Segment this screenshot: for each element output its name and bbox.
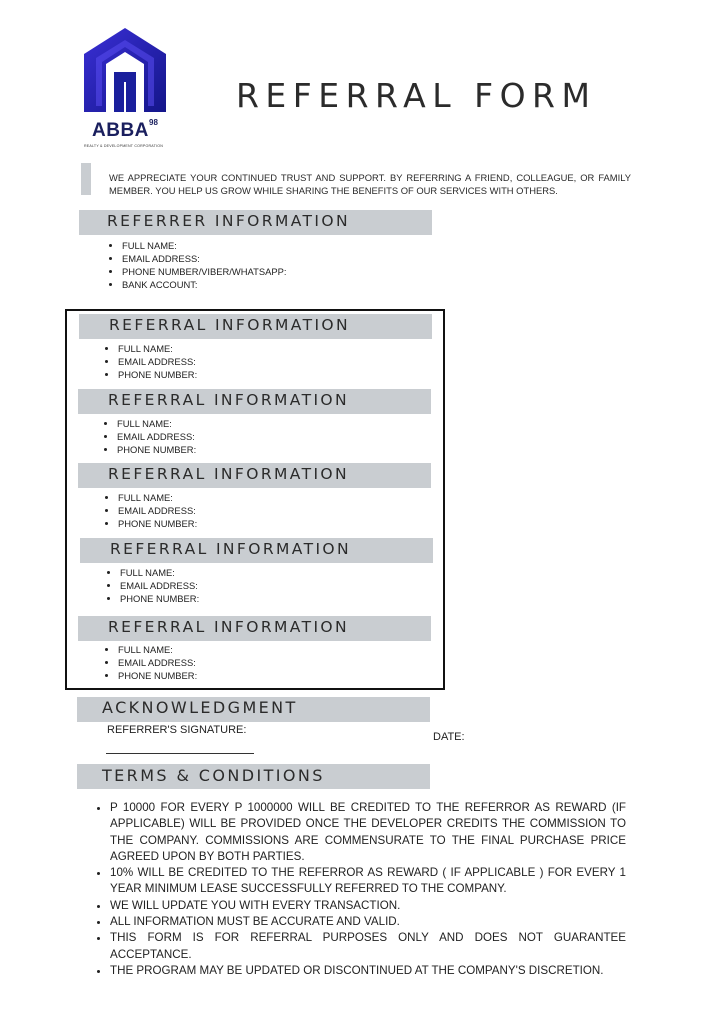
referral-5-phone[interactable]: • PHONE NUMBER:	[118, 669, 197, 682]
referral-2-fields	[103, 417, 196, 456]
page-title: REFERRAL FORM	[236, 76, 597, 115]
referrer-field-bank-account[interactable]: • BANK ACCOUNT:	[122, 278, 286, 291]
referral-2-email[interactable]: • EMAIL ADDRESS:	[117, 430, 196, 443]
referral-5-heading: REFERRAL INFORMATION	[108, 618, 350, 636]
terms-heading: TERMS & CONDITIONS	[102, 766, 325, 785]
intro-text: WE APPRECIATE YOUR CONTINUED TRUST AND SUPPORT. BY REFERRING A FRIEND, COLLEAGUE, OR FAMILY MEMBER. YOU HELP US GROW WHILE SHARING THE BENEFITS OF OUR SERVICES WITH OTHERS.	[109, 172, 631, 196]
referral-3-heading: REFERRAL INFORMATION	[108, 465, 350, 483]
intro-accent-bar	[81, 163, 91, 195]
referral-4-fields	[106, 566, 199, 605]
signature-line[interactable]	[106, 753, 254, 754]
referral-4-heading: REFERRAL INFORMATION	[110, 540, 352, 558]
referral-5-email[interactable]: • EMAIL ADDRESS:	[118, 656, 197, 669]
referrer-field-phone[interactable]: • PHONE NUMBER/VIBER/WHATSAPP:	[122, 265, 286, 278]
referral-4-phone[interactable]: • PHONE NUMBER:	[120, 592, 199, 605]
referral-5-fields	[104, 643, 197, 682]
referral-3-fields	[104, 491, 197, 530]
logo-name: ABBA	[92, 120, 149, 141]
company-logo	[80, 26, 170, 154]
terms-item: • WE WILL UPDATE YOU WITH EVERY TRANSACTION.	[110, 898, 626, 914]
referral-4-email[interactable]: • EMAIL ADDRESS:	[120, 579, 199, 592]
referral-5-full-name[interactable]: • FULL NAME:	[118, 643, 197, 656]
referral-1-heading: REFERRAL INFORMATION	[109, 316, 351, 334]
terms-item: • P 10000 FOR EVERY P 1000000 WILL BE CREDITED TO THE REFERROR AS REWARD (IF APPLICABLE) WILL BE PROVIDED ONCE THE DEVELOPER CREDITS THE COMMISSION TO THE COMPANY. COMMISSIONS ARE COMMENSURATE TO THE FINAL PURCHASE PRICE AGREED UPON BY BOTH PARTIES.	[110, 800, 626, 865]
referral-1-phone[interactable]: • PHONE NUMBER:	[118, 368, 197, 381]
date-label[interactable]: DATE:	[433, 731, 465, 743]
acknowledgment-heading: ACKNOWLEDGMENT	[102, 698, 298, 717]
referrer-fields	[108, 239, 286, 291]
logo-tagline: REALTY & DEVELOPMENT CORPORATION	[84, 144, 164, 148]
referrer-field-full-name[interactable]: • FULL NAME:	[122, 239, 286, 252]
building-logo-icon	[82, 26, 168, 116]
logo-superscript: 98	[149, 118, 158, 127]
terms-item: • ALL INFORMATION MUST BE ACCURATE AND VALID.	[110, 914, 626, 930]
referral-2-heading: REFERRAL INFORMATION	[108, 391, 350, 409]
referral-3-email[interactable]: • EMAIL ADDRESS:	[118, 504, 197, 517]
terms-item: • 10% WILL BE CREDITED TO THE REFERROR AS REWARD ( IF APPLICABLE ) FOR EVERY 1 YEAR MINIMUM LEASE SUCCESSFULLY REFERRED TO THE COMPANY.	[110, 865, 626, 898]
referrer-field-email[interactable]: • EMAIL ADDRESS:	[122, 252, 286, 265]
referral-1-full-name[interactable]: • FULL NAME:	[118, 342, 197, 355]
referral-2-phone[interactable]: • PHONE NUMBER:	[117, 443, 196, 456]
referrer-heading: REFERRER INFORMATION	[107, 212, 350, 230]
terms-item: • THIS FORM IS FOR REFERRAL PURPOSES ONLY AND DOES NOT GUARANTEE ACCEPTANCE.	[110, 930, 626, 963]
referral-1-fields	[104, 342, 197, 381]
referral-4-full-name[interactable]: • FULL NAME:	[120, 566, 199, 579]
referral-2-full-name[interactable]: • FULL NAME:	[117, 417, 196, 430]
referral-3-full-name[interactable]: • FULL NAME:	[118, 491, 197, 504]
terms-list	[94, 800, 626, 979]
terms-item: • THE PROGRAM MAY BE UPDATED OR DISCONTINUED AT THE COMPANY'S DISCRETION.	[110, 963, 626, 979]
referral-3-phone[interactable]: • PHONE NUMBER:	[118, 517, 197, 530]
referral-1-email[interactable]: • EMAIL ADDRESS:	[118, 355, 197, 368]
signature-label: REFERRER'S SIGNATURE:	[107, 724, 247, 736]
